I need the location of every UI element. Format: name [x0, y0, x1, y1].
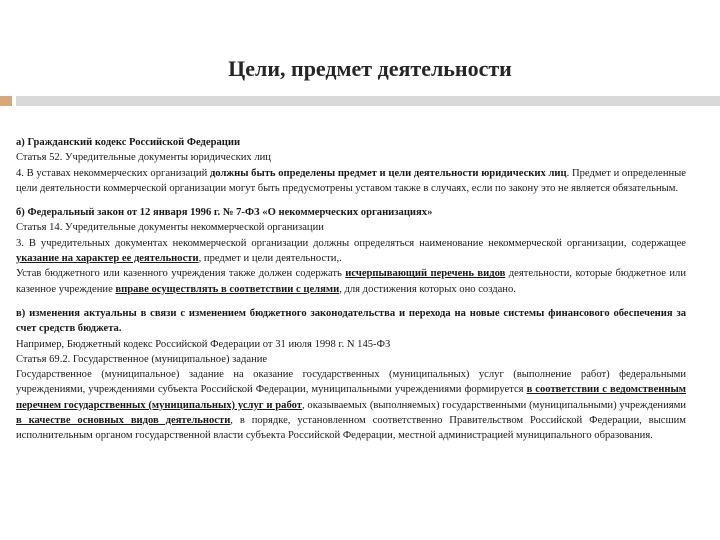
section-a-paragraph: 4. В уставах некоммерческих организаций должны быть определены предмет и цели деятельности юридических лиц. Предмет и определенные цели деятельности коммерческой организации могут быть предусмотрены уставом также в случаях, если по закону это не является обязательным. — [16, 167, 686, 194]
section-c-example: Например, Бюджетный кодекс Российской Федерации от 31 июля 1998 г. N 145-ФЗ — [16, 338, 391, 350]
title-rule — [16, 96, 720, 106]
section-b-article: Статья 14. Учредительные документы некоммерческой организации — [16, 222, 324, 234]
content-body — [16, 135, 686, 444]
section-b-heading: б) Федеральный закон от 12 января 1996 г. № 7-ФЗ «О некоммерческих организациях» — [16, 207, 433, 219]
section-c-paragraph: Государственное (муниципальное) задание на оказание государственных (муниципальных) услуг (выполнение работ) федеральными учреждениями, учреждениями субъекта Российской Федерации, муниципальными учреждениями формируется в соответствии с ведомственным перечнем государственных (муниципальных) услуг и работ, оказываемых (выполняемых) государственными (муниципальными) учреждениями в качестве основных видов деятельности, в порядке, установленном соответственно Правительством Российской Федерации, высшим исполнительным органом государственной власти субъекта Российской Федерации, местной администрацией муниципального образования. — [16, 369, 686, 442]
slide-title: Цели, предмет деятельности — [228, 56, 512, 81]
section-b-paragraph-ustav: Устав бюджетного или казенного учреждения также должен содержать исчерпывающий перечень видов деятельности, которые бюджетное или казенное учреждение вправе осуществлять в соответствии с целями, для достижения которых оно создано. — [16, 268, 687, 295]
section-c-heading: в) изменения актуальны в связи с изменением бюджетного законодательства и перехода на новые системы финансового обеспечения за счет средств бюджета. — [16, 307, 686, 335]
section-b-paragraph-3: 3. В учредительных документах некоммерческой организации должны определяться наименование некоммерческой организации, содержащее указание на характер ее деятельности, предмет и цели деятельности,. — [16, 237, 686, 265]
section-a-heading: а) Гражданский кодекс Российской Федерации — [16, 137, 241, 148]
section-c-article: Статья 69.2. Государственное (муниципальное) задание — [16, 353, 268, 365]
section-a-article: Статья 52. Учредительные документы юридических лиц — [16, 152, 271, 164]
title-rule-accent — [0, 96, 12, 106]
